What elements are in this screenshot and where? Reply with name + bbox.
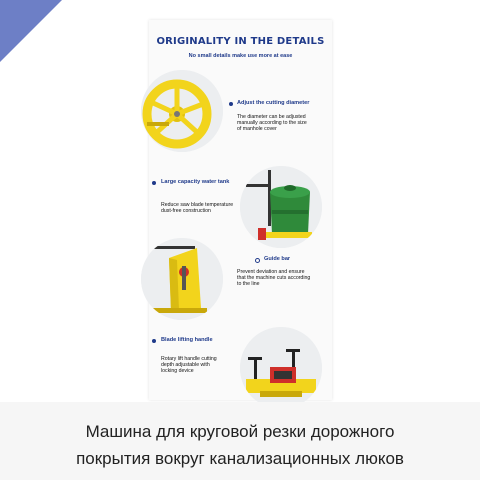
section-bullet xyxy=(152,181,156,185)
cutter-wheel-image xyxy=(141,70,223,152)
product-detail-poster xyxy=(149,20,332,400)
yellow-guide-bar-icon xyxy=(141,238,223,320)
caption-text: Машина для круговой резки дорожного покрытия вокруг канализационных люков xyxy=(76,422,404,468)
section-title-lifting-handle: Blade lifting handle xyxy=(161,337,213,343)
section-desc-water-tank: Reduce saw blade temperature dust-free construction xyxy=(161,202,234,215)
caption-banner xyxy=(0,402,480,480)
section-desc-guide-bar: Prevent deviation and ensure that the machine cuts according to the line xyxy=(237,269,311,288)
poster-subtitle: No small details make use more at ease xyxy=(188,53,293,59)
corner-ribbon xyxy=(0,0,62,62)
poster-title: ORIGINALITY IN THE DETAILS xyxy=(156,36,325,47)
lifting-handle-image xyxy=(240,327,322,409)
section-title-guide-bar: Guide bar xyxy=(264,256,291,262)
section-desc-diameter: The diameter can be adjusted manually according to the size of manhole cover xyxy=(237,114,307,133)
section-bullet xyxy=(152,339,156,343)
section-title-water-tank: Large capacity water tank xyxy=(161,179,230,185)
section-bullet xyxy=(255,258,260,263)
section-bullet xyxy=(229,102,233,106)
guide-bar-image xyxy=(141,238,223,320)
lifting-handle-icon xyxy=(240,327,322,409)
green-water-tank-icon xyxy=(240,166,322,248)
section-title-diameter: Adjust the cutting diameter xyxy=(237,100,310,106)
section-desc-lifting-handle: Rotary lift handle cutting depth adjustable with locking device xyxy=(161,356,217,375)
yellow-cutter-wheel-icon xyxy=(141,70,223,152)
water-tank-image xyxy=(240,166,322,248)
